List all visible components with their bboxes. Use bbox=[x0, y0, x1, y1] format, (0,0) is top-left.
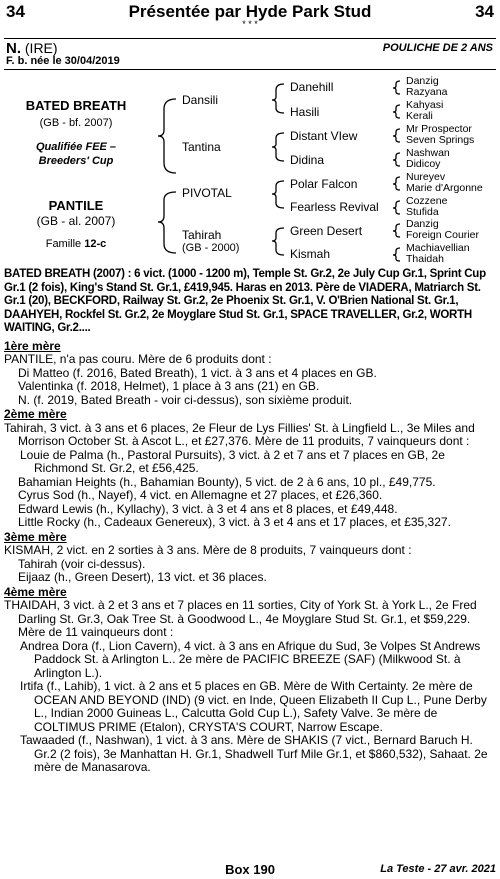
ped-g4-12: Stufida bbox=[406, 206, 439, 218]
page-title: Présentée par Hyde Park Stud bbox=[128, 2, 372, 21]
m1-intro: PANTILE, n'a pas couru. Mère de 6 produits dont : bbox=[4, 352, 272, 367]
ped-g4-6: Seven Springs bbox=[406, 134, 475, 146]
m3-produce-2: Eijaaz (h., Green Desert), 13 vict. et 36 places. bbox=[18, 570, 267, 585]
ped-g3-1: Danehill bbox=[290, 80, 334, 94]
ped-g3-5: Polar Falcon bbox=[290, 177, 358, 191]
sire-name: BATED BREATH bbox=[25, 98, 127, 113]
dam-details: (GB - al. 2007) bbox=[36, 214, 116, 228]
sire-summary: BATED BREATH (2007) : 6 vict. (1000 - 1200 m), Temple St. Gr.2, 2e July Cup Gr.1, Sprint Cup Gr.1 (2 fois), King's Stand St. Gr.1, £419,945. Haras en 2013. Père de VIADERA, Matriarch St. Gr.1 (20), BECKFORD, Railway St. Gr.2, 2e Phoenix St. Gr.1, V. O'Brien National St. Gr.1, DAAHYEH, Rockfel St. Gr.2, 2e Moyglare Stud St. Gr.1, SPACE TRAVELLER, Gr.2, WORTH WAITING, Gr.2.... bbox=[4, 268, 486, 335]
horse-name: N. bbox=[6, 40, 21, 57]
lot-number-right: 34 bbox=[475, 2, 494, 21]
ped-g4-8: Didicoy bbox=[406, 158, 441, 170]
page-header bbox=[6, 2, 494, 29]
ped-g4-5: Mr Prospector bbox=[406, 123, 472, 135]
horse-birth: F. b. née le 30/04/2019 bbox=[6, 55, 120, 67]
ped-g4-14: Foreign Courier bbox=[406, 229, 479, 241]
ped-sire-sire: Dansili bbox=[182, 93, 219, 107]
m3-intro: KISMAH, 2 vict. en 2 sorties à 3 ans. Mère de 8 produits, 7 vainqueurs dont : bbox=[4, 543, 412, 558]
ped-g4-2: Razyana bbox=[406, 86, 448, 98]
ped-g3-8: Kismah bbox=[290, 247, 331, 261]
ped-g3-7: Green Desert bbox=[290, 224, 363, 238]
ped-g4-16: Thaidah bbox=[406, 253, 444, 265]
section-2eme-mere: 2ème mère bbox=[4, 407, 67, 422]
m4-produce-3: Tawaaded (f., Nashwan), 1 vict. à 3 ans. Mère de SHAKIS (7 vict., Bernard Baruch H. Gr.2 (2 fois), 3e Manhattan H. Gr.1, Shadwell Turf Mile Gr.1, et $860,532), Sahaat. 2e mère de Manasarova. bbox=[20, 733, 488, 775]
ped-g4-15: Machiavellian bbox=[406, 242, 470, 254]
ped-g4-11: Cozzene bbox=[406, 195, 448, 207]
ped-g4-13: Danzig bbox=[406, 218, 439, 230]
ped-dam-dam-details: (GB - 2000) bbox=[182, 242, 240, 254]
family-label: Famille bbox=[45, 238, 85, 250]
ped-g4-3: Kahyasi bbox=[406, 99, 444, 111]
family-number: 12-c bbox=[84, 238, 107, 250]
ped-g4-9: Nureyev bbox=[406, 171, 446, 183]
m1-produce-2: Valentinka (f. 2018, Helmet), 1 place à 3 ans (21) en GB. bbox=[18, 379, 320, 394]
ped-g3-4: Didina bbox=[290, 153, 325, 167]
dam-name: PANTILE bbox=[48, 198, 104, 213]
ped-g4-7: Nashwan bbox=[406, 147, 450, 159]
horse-origin: (IRE) bbox=[24, 40, 58, 56]
section-4eme-mere: 4ème mère bbox=[4, 584, 67, 599]
m3-produce-1: Tahirah (voir ci-dessus). bbox=[18, 556, 146, 571]
m1-produce-3: N. (f. 2019, Bated Breath - voir ci-dessus), son sixième produit. bbox=[18, 392, 353, 407]
m2-intro: Tahirah, 3 vict. à 3 ans et 6 places, 2e Fleur de Lys Fillies' St. à Lingfield L., 3e Miles and Morrison October St. à Ascot L., et £27,376. Mère de 11 produits, 7 vainqueurs dont : bbox=[4, 420, 475, 449]
m2-produce-5: Little Rocky (h., Cadeaux Genereux), 3 vict. à 3 et 4 ans et 17 places, et £35,327. bbox=[18, 515, 451, 530]
header-stars: * * * bbox=[242, 19, 258, 29]
ped-g4-1: Danzig bbox=[406, 75, 439, 87]
m1-produce-1: Di Matteo (f. 2016, Bated Breath), 1 vict. à 3 ans et 4 places en GB. bbox=[18, 365, 377, 380]
section-1ere-mere: 1ère mère bbox=[4, 338, 61, 353]
ped-g4-10: Marie d'Argonne bbox=[406, 182, 483, 194]
ped-g3-3: Distant VIew bbox=[290, 129, 358, 143]
m2-produce-4: Edward Lewis (h., Kyllachy), 3 vict. à 3 et 4 ans et 8 places, et £49,448. bbox=[18, 501, 398, 516]
m4-produce-2: Irtifa (f., Lahib), 1 vict. à 2 ans et 5 places en GB. Mère de With Certainty. 2e mère de OCEAN AND BEYOND (IND) (9 vict. en Inde, Queen Elizabeth II Cup L., Pune Derby L., Indian 2000 Guineas L., Calcutta Gold Cup L.), Safety Valve. 3e mère de COLTIMUS PRIME (Etalon), CRYSTA'S COURT, Narrow Escape. bbox=[20, 679, 487, 734]
sire-note-1: Qualifiée FEE – bbox=[35, 141, 117, 153]
ped-g4-4: Kerali bbox=[406, 110, 433, 122]
sale-date: La Teste - 27 avr. 2021 bbox=[380, 863, 496, 875]
ped-g3-2: Hasili bbox=[290, 105, 320, 119]
m2-produce-3: Cyrus Sod (h., Nayef), 4 vict. en Allemagne et 27 places, et £26,360. bbox=[18, 488, 383, 503]
section-3eme-mere: 3ème mère bbox=[4, 529, 67, 544]
ped-sire-dam: Tantina bbox=[182, 140, 221, 154]
m2-produce-2: Bahamian Heights (h., Bahamian Bounty), 5 vict. de 2 à 6 ans, 10 pl., £49,775. bbox=[18, 474, 436, 489]
pedigree-chart bbox=[0, 72, 500, 268]
box-number: Box 190 bbox=[225, 862, 275, 877]
m4-intro: THAIDAH, 3 vict. à 2 et 3 ans et 7 places en 11 sorties, City of York St. à York L., 2e Fred Darling St. Gr.3, Oak Tree St. à Goodwood L., 4e Moyglare Stud St. Gr.1, et $59,229. Mère de 11 vainqueurs dont : bbox=[4, 598, 477, 640]
ped-dam-dam: Tahirah bbox=[182, 228, 222, 242]
ped-g3-6: Fearless Revival bbox=[290, 200, 379, 214]
page-footer bbox=[4, 862, 496, 878]
ped-dam-sire: PIVOTAL bbox=[182, 186, 232, 200]
sire-note-2: Breeders' Cup bbox=[38, 155, 114, 167]
pedigree-brackets bbox=[0, 72, 500, 268]
catalogue-body bbox=[4, 268, 496, 775]
m2-produce-1: Louie de Palma (h., Pastoral Pursuits), 3 vict. à 2 et 7 ans et 7 places en GB, 2e Richmond St. Gr.2, et £56,425. bbox=[20, 447, 445, 476]
sire-details: (GB - bf. 2007) bbox=[39, 117, 113, 129]
m4-produce-1: Andrea Dora (f., Lion Cavern), 4 vict. à 3 ans en Afrique du Sud, 3e Volpes St Andrews Paddock St. à Arlington L.. 2e mère de PACIFIC BREEZE (SAF) (Milkwood St. à Arlington L.). bbox=[20, 638, 481, 680]
horse-id-box bbox=[4, 38, 496, 70]
lot-number-left: 34 bbox=[6, 2, 25, 21]
horse-sex: POULICHE DE 2 ANS bbox=[382, 42, 493, 54]
